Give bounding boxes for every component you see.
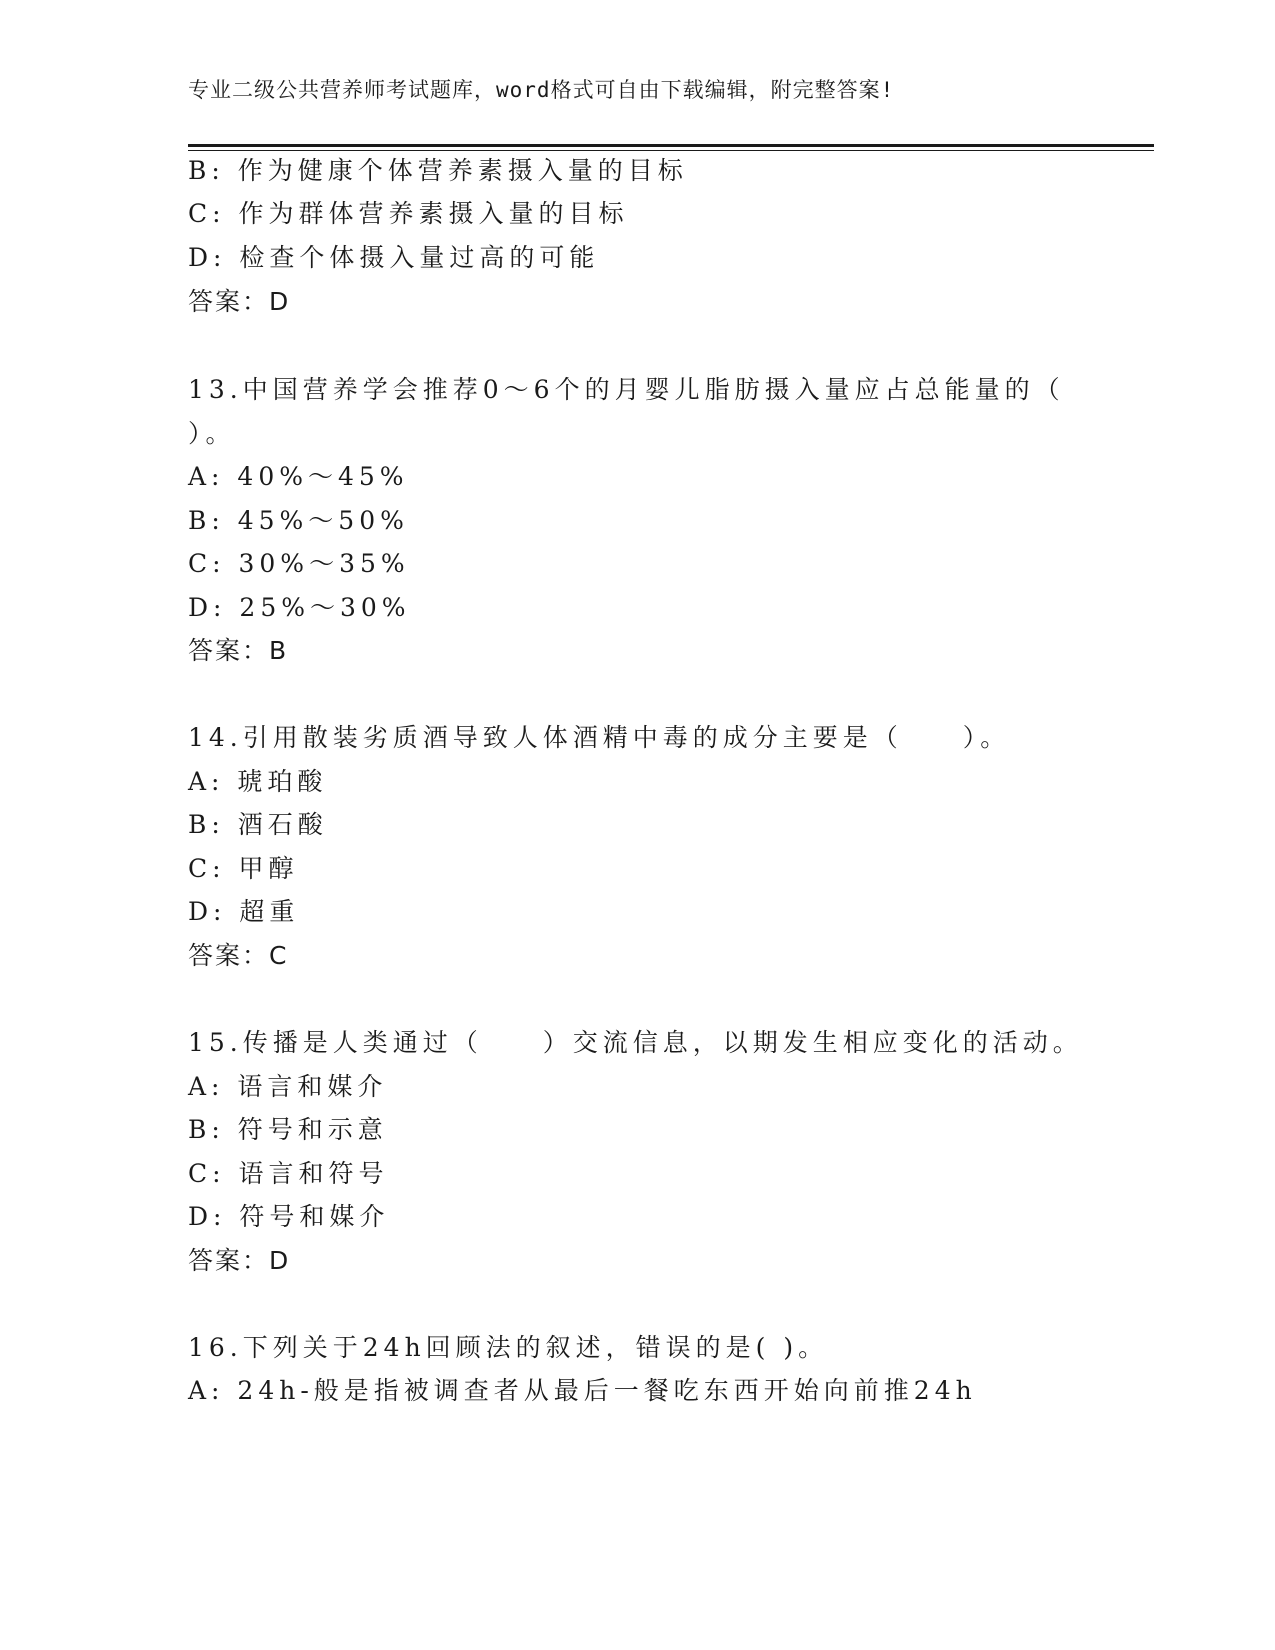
q13-stem-line2: ）。 <box>188 419 236 448</box>
q13-answer: 答案：B <box>188 636 289 665</box>
page-header: 专业二级公共营养师考试题库，word格式可自由下载编辑，附完整答案! <box>188 78 895 102</box>
q15-answer: 答案：D <box>188 1246 291 1275</box>
q15-option-d: D: 符号和媒介 <box>188 1202 390 1231</box>
header-divider-thick <box>188 144 1154 147</box>
q15-option-c: C: 语言和符号 <box>188 1159 389 1188</box>
q14-option-d: D: 超重 <box>188 897 300 926</box>
q13-option-c: C: 30%～35% <box>188 549 410 578</box>
q14-answer: 答案：C <box>188 941 289 970</box>
q12-option-d: D: 检查个体摄入量过高的可能 <box>188 243 600 272</box>
q15-option-a: A: 语言和媒介 <box>188 1072 388 1101</box>
q14-stem: 14.引用散装劣质酒导致人体酒精中毒的成分主要是（ ）。 <box>188 723 1011 752</box>
q14-option-c: C: 甲醇 <box>188 854 299 883</box>
q16-stem: 16.下列关于24h回顾法的叙述，错误的是( )。 <box>188 1333 829 1362</box>
q13-stem-line1: 13.中国营养学会推荐0～6个的月婴儿脂肪摄入量应占总能量的（ <box>188 375 1065 404</box>
q12-option-b: B: 作为健康个体营养素摄入量的目标 <box>188 156 688 185</box>
q15-option-b: B: 符号和示意 <box>188 1115 388 1144</box>
q13-option-d: D: 25%～30% <box>188 593 411 622</box>
q13-option-a: A: 40%～45% <box>188 462 409 491</box>
q14-option-a: A: 琥珀酸 <box>188 767 328 796</box>
header-divider-thin <box>188 150 1154 151</box>
q13-option-b: B: 45%～50% <box>188 506 409 535</box>
q12-option-c: C: 作为群体营养素摄入量的目标 <box>188 199 629 228</box>
q16-option-a: A: 24h-般是指被调查者从最后一餐吃东西开始向前推24h <box>188 1376 977 1405</box>
q14-option-b: B: 酒石酸 <box>188 810 328 839</box>
q12-answer: 答案：D <box>188 287 291 316</box>
q15-stem: 15.传播是人类通过（ ）交流信息，以期发生相应变化的活动。 <box>188 1028 1083 1057</box>
